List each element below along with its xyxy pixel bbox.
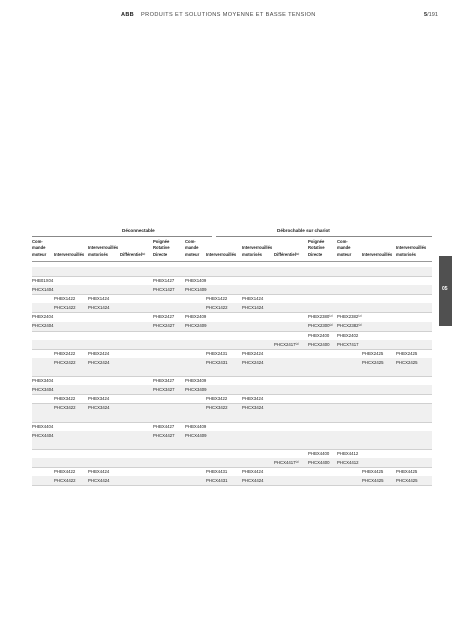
- table-cell: PHBX3424: [88, 396, 110, 402]
- column-header-9-line-3: Différentiel⁽¹⁾: [274, 251, 300, 257]
- column-header-11-line-3: moteur: [337, 251, 352, 257]
- column-header-1-line-3: moteur: [32, 251, 47, 257]
- table-cell: PHCX4404: [32, 432, 54, 438]
- header-rule: [32, 261, 432, 262]
- table-cell: PHBX4422: [54, 469, 76, 475]
- table-cell: PHBX4404: [32, 423, 54, 429]
- brand-name: ABB: [121, 12, 135, 18]
- table-cell: PHCX1424: [242, 305, 264, 311]
- group-header-debrochable: Débrochable sur chariot: [277, 228, 330, 233]
- table-cell: PHBX3424: [242, 396, 264, 402]
- chapter-tab: [439, 256, 452, 326]
- table-cell: PHBX4412: [337, 450, 359, 456]
- table-cell: PHCX2422: [54, 359, 76, 365]
- table-cell: PHCX2409: [185, 323, 207, 329]
- table-cell: PHBX2404: [32, 314, 54, 320]
- table-cell: PHBX2402: [337, 332, 359, 338]
- table-cell: PHBX1422: [206, 296, 228, 302]
- table-cell: PHBX2422: [54, 350, 76, 356]
- column-header-5-line-1: Poignée: [153, 239, 170, 244]
- page-number: 5/191: [423, 12, 438, 18]
- table-cell: PHB01X04: [32, 277, 54, 283]
- chapter-number: 05: [442, 286, 448, 292]
- table-cell: PHBX2380⁽²⁾: [308, 314, 333, 320]
- table-cell: PHBX1409: [185, 277, 207, 283]
- column-header-8-line-3: motorisés: [242, 251, 263, 257]
- table-cell: PHBX2424: [242, 350, 264, 356]
- table-cell: PHCX2431: [206, 359, 228, 365]
- table-row: [32, 476, 432, 486]
- column-header-3-line-2: Interverrouillés: [88, 245, 119, 251]
- table-cell: PHCX1409: [185, 287, 207, 293]
- column-header-10-line-2: Rotative: [308, 245, 325, 251]
- column-header-1-line-1: Com-: [32, 239, 43, 244]
- column-header-13-line-3: motorisés: [396, 251, 417, 257]
- table-cell: PHBX4400: [308, 450, 330, 456]
- table-cell: PHBX2427: [153, 314, 175, 320]
- table-cell: PHCX2382⁽²⁾: [337, 323, 363, 329]
- table-cell: PHCX2424: [88, 359, 110, 365]
- group-header-deconnectable: Déconnectable: [122, 228, 155, 233]
- group-rule-right: [216, 236, 432, 237]
- table-cell: PHBX2409: [185, 314, 207, 320]
- table-cell: PHCX4400: [308, 459, 330, 465]
- table-cell: PHCX2300⁽²⁾: [308, 323, 334, 329]
- column-header-5-line-3: Directe: [153, 251, 168, 257]
- table-cell: PHBX3422: [206, 396, 228, 402]
- table-cell: PHCX4422: [54, 478, 76, 484]
- table-cell: PHCX2404: [32, 323, 54, 329]
- page-header: [0, 11, 452, 21]
- table-cell: PHBX2431: [206, 350, 228, 356]
- table-cell: PHCX2417⁽²⁾: [274, 341, 300, 347]
- table-cell: PHBX4425: [396, 469, 418, 475]
- table-cell: PHCX3404: [32, 387, 54, 393]
- column-header-7-line-3: Interverrouillés: [206, 251, 237, 257]
- column-header-11-line-2: mande: [337, 245, 351, 251]
- table-cell: PHBX4427: [153, 423, 175, 429]
- table-cell: PHBX2382⁽²⁾: [337, 314, 362, 320]
- table-cell: PHBX4424: [88, 469, 110, 475]
- column-header-10-line-1: Poignée: [308, 239, 325, 244]
- table-cell: PHCX7417: [337, 341, 359, 347]
- column-header-12-line-3: Interverrouillés: [362, 251, 393, 257]
- table-cell: PHCX4427: [153, 432, 175, 438]
- table-cell: PHCX4431: [206, 478, 228, 484]
- column-header-5-line-2: Rotative: [153, 245, 170, 251]
- column-header-3-line-3: motorisés: [88, 251, 109, 257]
- table-cell: PHCX4424: [88, 478, 110, 484]
- table-cell: PHCX2427: [153, 323, 175, 329]
- table-cell: PHCX1427: [153, 287, 175, 293]
- table-cell: PHBX4409: [185, 423, 207, 429]
- table-cell: PHCX3422: [206, 405, 228, 411]
- page-total: 191: [428, 12, 438, 18]
- header-title: PRODUITS ET SOLUTIONS MOYENNE ET BASSE TENSION: [141, 12, 316, 18]
- table-cell: PHBX2425: [362, 350, 384, 356]
- table-cell: PHBX4424: [242, 469, 264, 475]
- table-cell: PHBX3409: [185, 378, 207, 384]
- table-cell: PHCX1422: [206, 305, 228, 311]
- column-header-2-line-3: Interverrouillés: [54, 251, 85, 257]
- table-cell: PHCX3424: [242, 405, 264, 411]
- table-cell: PHCX2424: [242, 359, 264, 365]
- column-header-1-line-2: mande: [32, 245, 46, 251]
- table-cell: PHBX4431: [206, 469, 228, 475]
- table-cell: PHCX1424: [88, 305, 110, 311]
- table-cell: PHCX4425: [396, 478, 418, 484]
- table-cell: PHBX3427: [153, 378, 175, 384]
- table-cell: PHCX4425: [362, 478, 384, 484]
- column-header-4-line-3: Différentiel⁽¹⁾: [120, 251, 146, 257]
- page-current: 5: [423, 12, 428, 18]
- column-header-6-line-3: moteur: [185, 251, 200, 257]
- column-header-11-line-1: Com-: [337, 239, 348, 244]
- table-cell: PHCX1404: [32, 287, 54, 293]
- table-cell: PHCX3424: [88, 405, 110, 411]
- table-cell: PHBX2424: [88, 350, 110, 356]
- column-header-8-line-2: Interverrouillés: [242, 245, 273, 251]
- table-cell: PHBX1422: [54, 296, 76, 302]
- table-cell: PHCX3422: [54, 405, 76, 411]
- table-cell: PHCX4424: [242, 478, 264, 484]
- table-cell: PHCX2425: [396, 359, 418, 365]
- table-cell: PHBX4425: [362, 469, 384, 475]
- column-header-10-line-3: Directe: [308, 251, 323, 257]
- column-header-6-line-1: Com-: [185, 239, 196, 244]
- table-cell: PHBX1427: [153, 277, 175, 283]
- column-header-13-line-2: Interverrouillés: [396, 245, 427, 251]
- table-cell: PHCX4417⁽²⁾: [274, 459, 300, 465]
- table-cell: PHCX4409: [185, 432, 207, 438]
- table-cell: PHBX2425: [396, 350, 418, 356]
- group-rule-left: [32, 236, 212, 237]
- table-cell: PHBX3422: [54, 396, 76, 402]
- table-cell: PHCX3427: [153, 387, 175, 393]
- table-cell: PHCX2400: [308, 341, 330, 347]
- table-cell: PHBX3404: [32, 378, 54, 384]
- column-header-6-line-2: mande: [185, 245, 199, 251]
- table-cell: PHCX2425: [362, 359, 384, 365]
- table-cell: PHBX2400: [308, 332, 330, 338]
- table-cell: PHCX3409: [185, 387, 207, 393]
- table-cell: PHCX4412: [337, 459, 359, 465]
- table-cell: PHCX1422: [54, 305, 76, 311]
- table-cell: PHBX1424: [242, 296, 264, 302]
- table-cell: PHBX1424: [88, 296, 110, 302]
